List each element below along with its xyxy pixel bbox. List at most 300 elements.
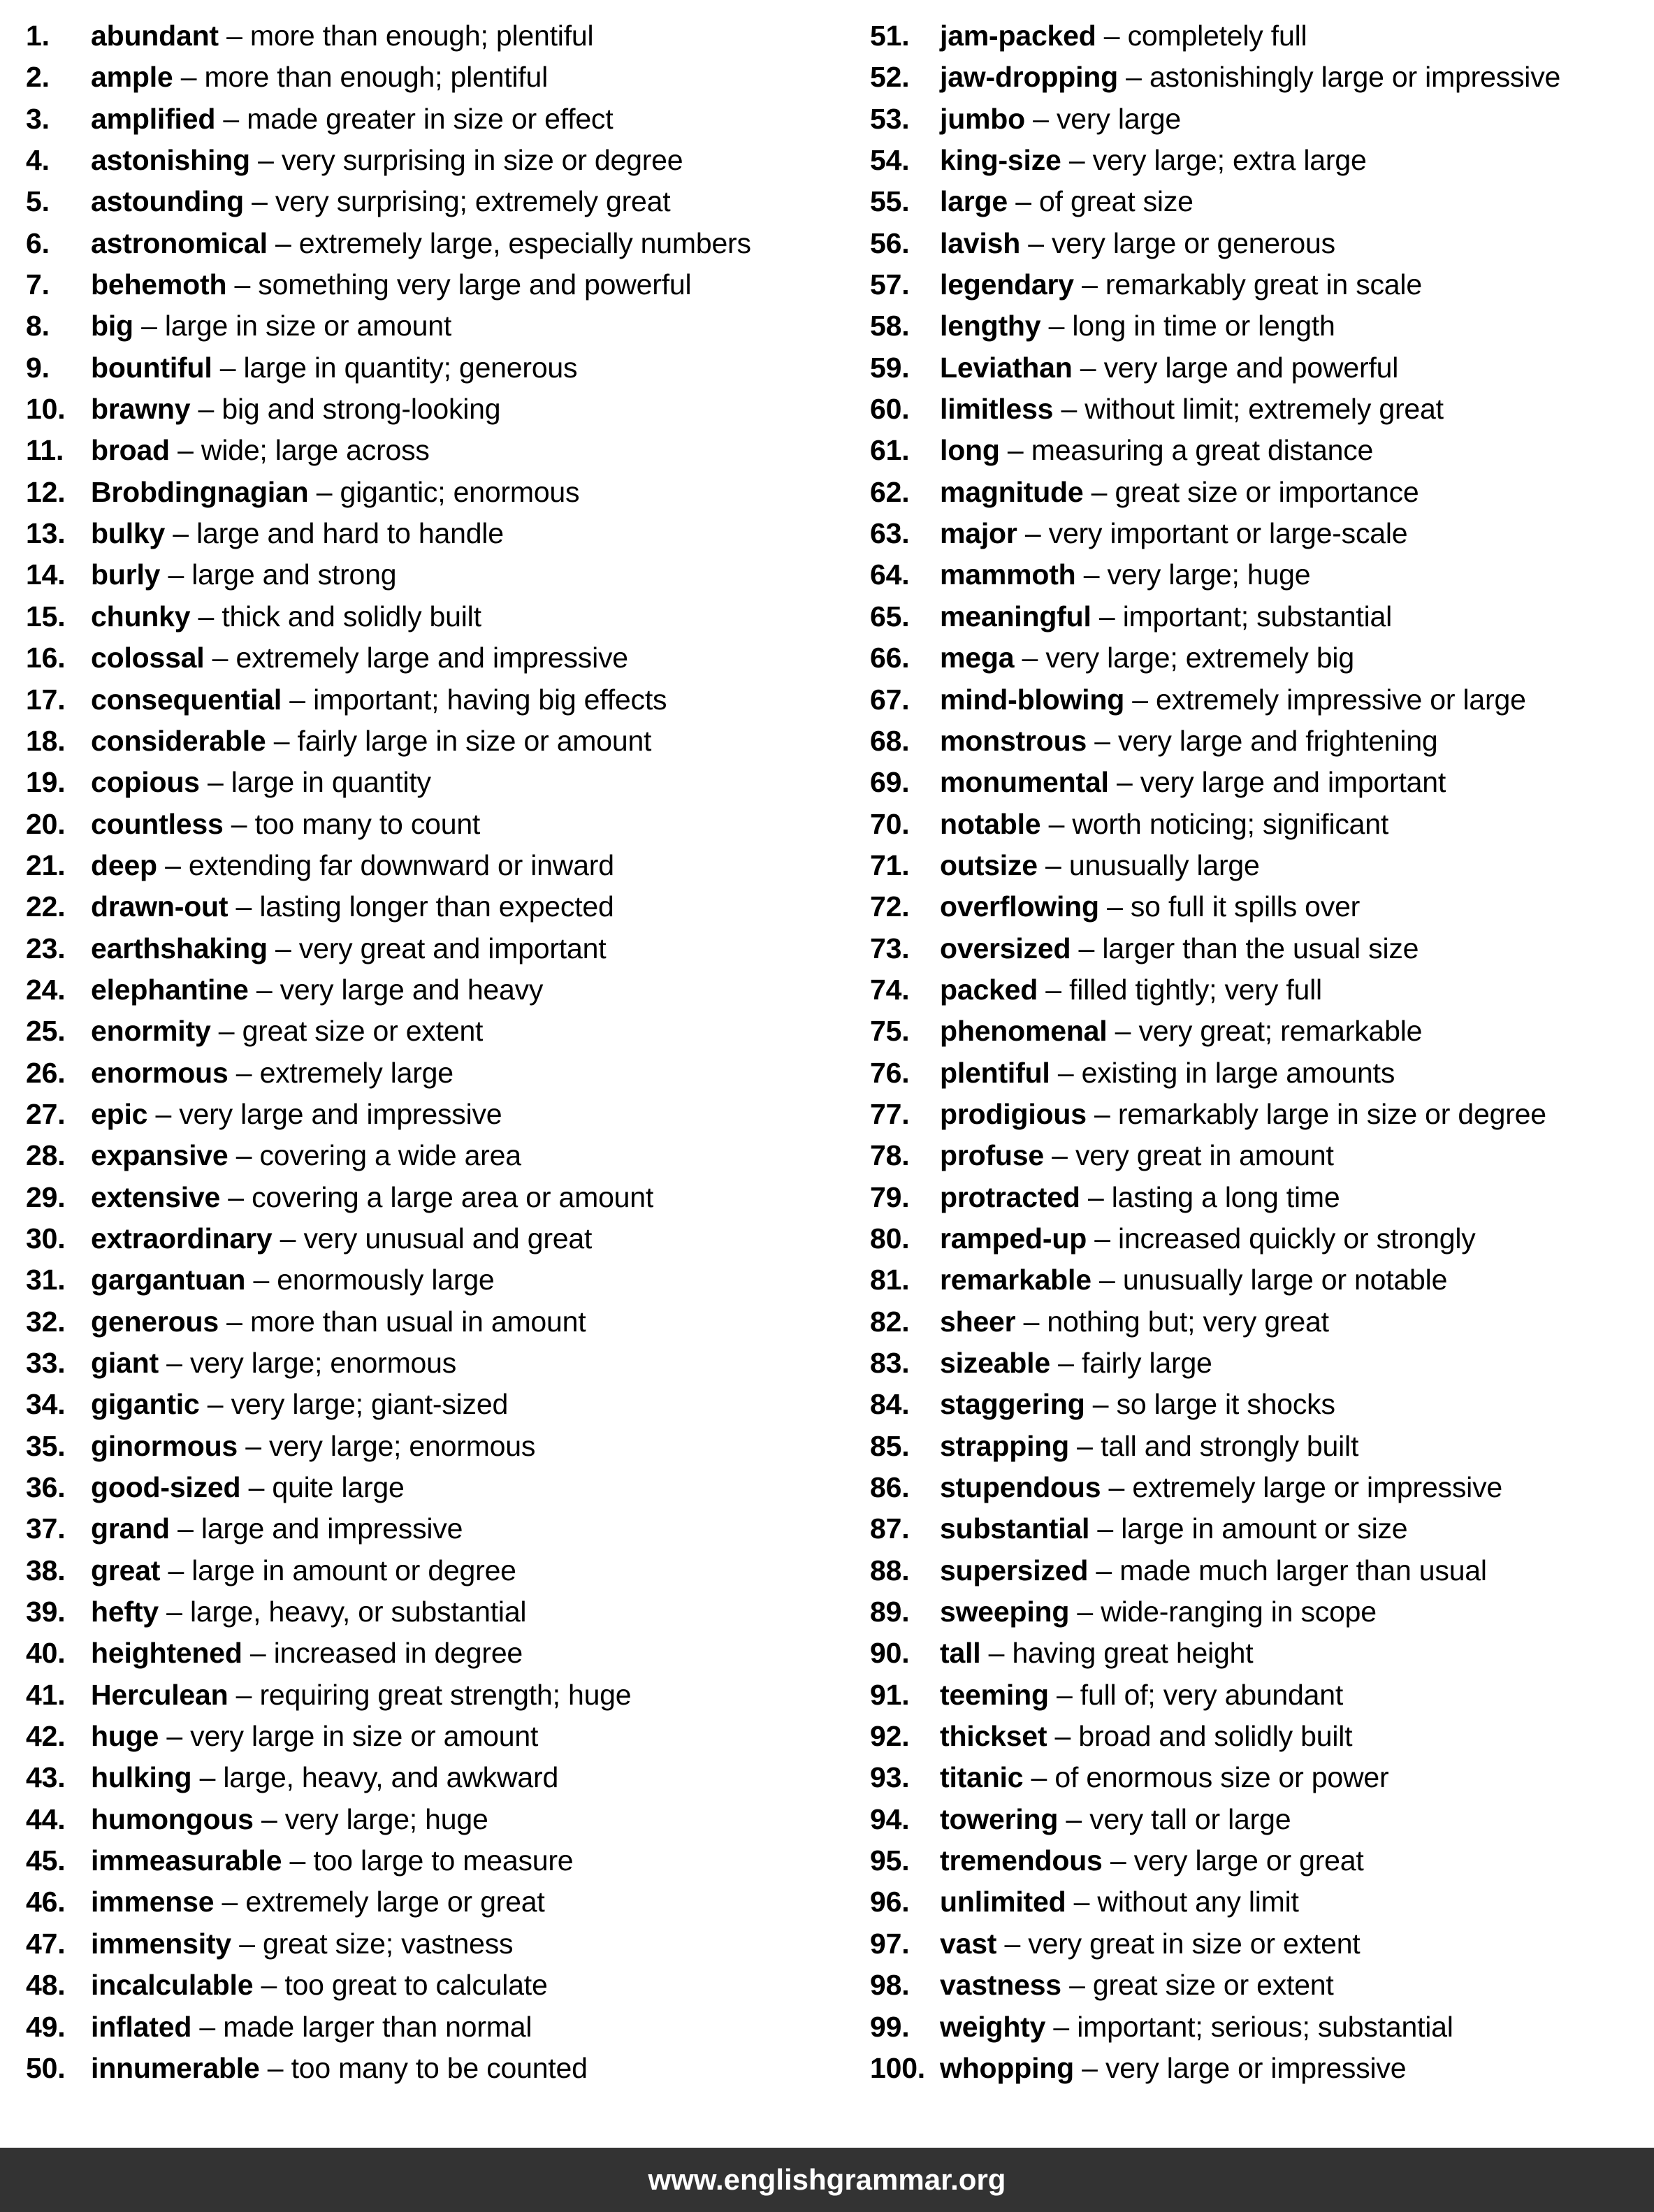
list-item (0, 721, 825, 762)
item-definition: large and hard to handle (196, 517, 504, 550)
list-item (825, 1965, 1654, 2006)
list-item (825, 554, 1654, 595)
item-definition: lasting a long time (1111, 1180, 1340, 1213)
item-word: weighty (940, 2010, 1046, 2043)
item-number: 30. (26, 1222, 66, 1255)
item-text (91, 886, 614, 927)
list-item (0, 1633, 825, 1674)
item-definition: large, heavy, and awkward (223, 1761, 559, 1794)
item-definition: big and strong-looking (222, 393, 501, 426)
list-item (825, 181, 1654, 222)
list-item (0, 1053, 825, 1094)
item-definition: extending far downward or inward (188, 848, 614, 881)
item-definition: wide; large across (201, 434, 430, 467)
list-item (825, 1426, 1654, 1467)
item-word: hulking (91, 1761, 192, 1794)
list-item (0, 1508, 825, 1549)
item-definition: very large or generous (1052, 226, 1335, 259)
item-word: bulky (91, 517, 166, 550)
list-item (0, 1716, 825, 1757)
item-definition: extremely large (259, 1056, 454, 1089)
item-number: 61. (870, 434, 910, 467)
item-definition: existing in large amounts (1081, 1056, 1395, 1089)
list-item (825, 223, 1654, 264)
item-definition: very large or impressive (1105, 2051, 1407, 2084)
item-text (940, 928, 1419, 969)
list-item (0, 2048, 825, 2089)
item-definition: made much larger than usual (1119, 1554, 1487, 1586)
item-text (91, 1799, 488, 1840)
item-text (91, 1259, 495, 1301)
item-separator: – (214, 1886, 246, 1918)
item-definition: large in size or amount (164, 310, 452, 342)
list-item (0, 472, 825, 513)
item-number: 9. (26, 351, 50, 384)
item-separator: – (191, 1761, 224, 1794)
item-separator: – (1073, 268, 1105, 301)
item-word: sweeping (940, 1596, 1070, 1628)
item-word: humongous (91, 1802, 254, 1835)
item-separator: – (173, 61, 205, 94)
item-text (91, 1301, 586, 1343)
item-definition: important; serious; substantial (1077, 2010, 1453, 2043)
item-word: limitless (940, 393, 1054, 426)
item-definition: extremely large or great (245, 1886, 545, 1918)
item-number: 46. (26, 1886, 66, 1918)
item-text (91, 969, 543, 1011)
item-number: 15. (26, 600, 66, 632)
item-word: oversized (940, 932, 1071, 964)
item-number: 33. (26, 1347, 66, 1379)
item-number: 35. (26, 1429, 66, 1462)
item-text (91, 1508, 463, 1549)
item-text (940, 15, 1307, 57)
item-text (940, 969, 1322, 1011)
item-text (91, 1177, 653, 1218)
item-separator: – (199, 766, 231, 799)
item-text (91, 1094, 502, 1135)
item-definition: very surprising; extremely great (275, 185, 671, 218)
list-item (0, 596, 825, 637)
list-item (825, 1550, 1654, 1591)
item-number: 88. (870, 1554, 910, 1586)
list-item (0, 762, 825, 803)
item-number: 69. (870, 766, 910, 799)
footer-url: www.englishgrammar.org (648, 2163, 1006, 2196)
list-item (0, 637, 825, 679)
list-item (825, 928, 1654, 969)
item-number: 7. (26, 268, 50, 301)
item-number: 23. (26, 932, 66, 964)
item-definition: without limit; extremely great (1084, 393, 1444, 426)
item-text (91, 1343, 456, 1384)
item-number: 87. (870, 1512, 910, 1545)
item-word: monstrous (940, 724, 1087, 757)
list-item (825, 15, 1654, 57)
item-definition: enormously large (277, 1264, 495, 1296)
item-separator: – (1061, 1969, 1093, 2002)
item-text (91, 305, 451, 347)
item-separator: – (1086, 1097, 1118, 1130)
list-item (825, 1716, 1654, 1757)
list-item (0, 1840, 825, 1881)
item-word: broad (91, 434, 170, 467)
item-word: titanic (940, 1761, 1024, 1794)
item-text (940, 1508, 1407, 1549)
item-definition: important; having big effects (313, 683, 667, 716)
item-text (91, 637, 628, 679)
item-word: vast (940, 1927, 997, 1960)
item-definition: made larger than normal (223, 2010, 532, 2043)
item-number: 58. (870, 310, 910, 342)
item-text (940, 305, 1335, 347)
item-number: 65. (870, 600, 910, 632)
item-definition: very surprising in size or degree (281, 144, 683, 177)
item-word: great (91, 1554, 161, 1586)
item-separator: – (267, 932, 299, 964)
item-definition: so large it shocks (1116, 1388, 1335, 1421)
item-text (91, 1840, 573, 1881)
item-definition: covering a large area or amount (252, 1180, 654, 1213)
item-number: 37. (26, 1512, 66, 1545)
item-number: 56. (870, 226, 910, 259)
item-number: 85. (870, 1429, 910, 1462)
item-definition: great size or importance (1115, 475, 1419, 508)
item-text (940, 845, 1260, 886)
list-item (0, 99, 825, 140)
item-definition: unusually large or notable (1122, 1264, 1448, 1296)
item-text (91, 513, 504, 554)
item-text (940, 1716, 1352, 1757)
item-text (940, 1094, 1546, 1135)
item-number: 81. (870, 1264, 910, 1296)
item-number: 86. (870, 1471, 910, 1504)
list-item (0, 1965, 825, 2006)
item-word: gargantuan (91, 1264, 246, 1296)
item-number: 43. (26, 1761, 66, 1794)
item-text (91, 1965, 548, 2006)
item-word: thickset (940, 1720, 1047, 1753)
item-number: 68. (870, 724, 910, 757)
item-number: 54. (870, 144, 910, 177)
item-word: unlimited (940, 1886, 1066, 1918)
item-separator: – (228, 1056, 260, 1089)
list-item (0, 264, 825, 305)
item-separator: – (1080, 1180, 1112, 1213)
item-separator: – (1101, 1471, 1133, 1504)
list-item (0, 305, 825, 347)
list-item (0, 2007, 825, 2048)
item-number: 97. (870, 1927, 910, 1960)
item-number: 94. (870, 1802, 910, 1835)
item-definition: very large; extra large (1092, 144, 1367, 177)
item-word: ramped-up (940, 1222, 1087, 1255)
list-item (0, 513, 825, 554)
item-word: packed (940, 973, 1038, 1006)
item-text (91, 181, 670, 222)
item-word: ginormous (91, 1429, 238, 1462)
item-word: deep (91, 848, 157, 881)
list-item (825, 845, 1654, 886)
item-text (940, 264, 1422, 305)
item-definition: very large and impressive (179, 1097, 502, 1130)
list-item (825, 140, 1654, 181)
item-text (940, 886, 1360, 927)
list-item (825, 596, 1654, 637)
item-word: king-size (940, 144, 1061, 177)
item-word: supersized (940, 1554, 1089, 1586)
list-item (825, 1633, 1654, 1674)
item-definition: of great size (1039, 185, 1194, 218)
item-word: countless (91, 807, 224, 840)
item-separator: – (1014, 642, 1046, 674)
item-definition: very large; enormous (189, 1347, 457, 1379)
item-separator: – (169, 434, 201, 467)
item-word: elephantine (91, 973, 249, 1006)
item-text (940, 1757, 1388, 1798)
list-item (825, 305, 1654, 347)
item-separator: – (238, 1429, 270, 1462)
item-separator: – (1117, 61, 1149, 94)
item-number: 60. (870, 393, 910, 426)
item-text (940, 596, 1392, 637)
item-text (91, 347, 577, 389)
item-number: 84. (870, 1388, 910, 1421)
list-item (0, 15, 825, 57)
item-separator: – (282, 683, 314, 716)
item-text (940, 223, 1335, 264)
item-definition: very great; remarkable (1138, 1015, 1423, 1048)
item-text (940, 1840, 1364, 1881)
item-definition: without any limit (1097, 1886, 1299, 1918)
list-item (825, 1923, 1654, 1965)
item-separator: – (1020, 226, 1052, 259)
item-text (91, 1426, 535, 1467)
item-definition: very large and heavy (280, 973, 544, 1006)
item-definition: increased in degree (273, 1637, 523, 1670)
item-separator: – (266, 724, 298, 757)
item-separator: – (190, 393, 222, 426)
item-text (940, 1881, 1299, 1923)
list-item (825, 1218, 1654, 1259)
item-definition: extremely large and impressive (235, 642, 628, 674)
item-definition: very large; giant-sized (231, 1388, 509, 1421)
item-text (91, 1881, 545, 1923)
item-word: tall (940, 1637, 981, 1670)
list-item (0, 1301, 825, 1343)
item-text (940, 1135, 1334, 1176)
item-definition: great size; vastness (263, 1927, 514, 1960)
list-item (0, 1218, 825, 1259)
item-separator: – (158, 1347, 190, 1379)
item-word: lavish (940, 226, 1021, 259)
item-number: 64. (870, 558, 910, 591)
item-text (940, 1550, 1487, 1591)
list-item (0, 1923, 825, 1965)
item-separator: – (1037, 848, 1069, 881)
item-word: towering (940, 1802, 1059, 1835)
item-number: 6. (26, 226, 50, 259)
item-text (91, 223, 751, 264)
item-definition: very great in amount (1075, 1139, 1334, 1172)
item-separator: – (1073, 2051, 1105, 2084)
item-definition: too large to measure (313, 1844, 574, 1877)
list-item (825, 430, 1654, 471)
item-definition: long in time or length (1072, 310, 1335, 342)
list-item (825, 1799, 1654, 1840)
item-word: extensive (91, 1180, 221, 1213)
item-text (940, 2048, 1406, 2089)
item-word: expansive (91, 1139, 228, 1172)
item-separator: – (308, 475, 340, 508)
item-number: 40. (26, 1637, 66, 1670)
item-word: substantial (940, 1512, 1090, 1545)
item-definition: very large; huge (284, 1802, 488, 1835)
item-word: legendary (940, 268, 1074, 301)
item-word: giant (91, 1347, 159, 1379)
list-item (0, 389, 825, 430)
item-definition: too many to count (254, 807, 481, 840)
item-word: mega (940, 642, 1015, 674)
item-text (940, 430, 1373, 471)
item-text (91, 2007, 532, 2048)
item-text (91, 99, 613, 140)
item-word: jaw-dropping (940, 61, 1118, 94)
list-item (0, 1550, 825, 1591)
item-separator: – (267, 226, 299, 259)
item-separator: – (1072, 351, 1104, 384)
item-word: jam-packed (940, 20, 1096, 52)
list-item (0, 886, 825, 927)
item-number: 51. (870, 20, 910, 52)
item-definition: very large in size or amount (190, 1720, 539, 1753)
list-item (0, 928, 825, 969)
item-text (940, 140, 1367, 181)
item-word: prodigious (940, 1097, 1087, 1130)
item-text (940, 181, 1194, 222)
item-text (91, 596, 481, 637)
item-separator: – (1091, 1264, 1123, 1296)
item-number: 29. (26, 1180, 66, 1213)
item-separator: – (169, 1512, 201, 1545)
item-separator: – (259, 2051, 291, 2084)
item-separator: – (1107, 1015, 1139, 1048)
item-number: 45. (26, 1844, 66, 1877)
list-item (0, 1384, 825, 1425)
item-number: 1. (26, 20, 50, 52)
item-text (940, 1799, 1291, 1840)
item-definition: more than enough; plentiful (249, 20, 594, 52)
item-number: 72. (870, 890, 910, 923)
item-number: 53. (870, 102, 910, 135)
list-item (825, 57, 1654, 98)
item-definition: astonishingly large or impressive (1149, 61, 1561, 94)
item-word: plentiful (940, 1056, 1050, 1089)
item-number: 96. (870, 1886, 910, 1918)
item-separator: – (1091, 600, 1123, 632)
item-separator: – (242, 1637, 274, 1670)
item-word: staggering (940, 1388, 1085, 1421)
item-definition: large in quantity (231, 766, 431, 799)
item-separator: – (210, 1015, 242, 1048)
item-word: teeming (940, 1678, 1049, 1711)
footer-bar (0, 2148, 1654, 2212)
item-word: strapping (940, 1429, 1069, 1462)
item-number: 90. (870, 1637, 910, 1670)
item-word: lengthy (940, 310, 1041, 342)
item-definition: very unusual and great (303, 1222, 593, 1255)
item-word: consequential (91, 683, 282, 716)
word-list (0, 15, 1654, 2105)
item-definition: something very large and powerful (258, 268, 692, 301)
item-separator: – (272, 1222, 304, 1255)
item-text (940, 1301, 1329, 1343)
item-word: tremendous (940, 1844, 1103, 1877)
list-item (825, 1135, 1654, 1176)
item-definition: large, heavy, or substantial (189, 1596, 527, 1628)
item-separator: – (215, 102, 247, 135)
item-separator: – (223, 807, 255, 840)
item-word: large (940, 185, 1008, 218)
list-item (0, 969, 825, 1011)
item-text (91, 928, 606, 969)
item-separator: – (1071, 932, 1103, 964)
item-word: monumental (940, 766, 1109, 799)
item-word: outsize (940, 848, 1038, 881)
list-item (825, 2007, 1654, 2048)
list-item (0, 679, 825, 721)
item-definition: fairly large in size or amount (297, 724, 652, 757)
item-number: 75. (870, 1015, 910, 1048)
list-item (825, 637, 1654, 679)
item-text (940, 2007, 1453, 2048)
list-item (0, 1757, 825, 1798)
item-separator: – (253, 1802, 285, 1835)
item-separator: – (1087, 1222, 1119, 1255)
item-word: immensity (91, 1927, 231, 1960)
item-word: big (91, 310, 133, 342)
item-text (91, 1384, 508, 1425)
list-item (0, 1799, 825, 1840)
item-word: hefty (91, 1596, 159, 1628)
item-separator: – (1015, 1305, 1047, 1338)
item-separator: – (204, 642, 236, 674)
item-definition: too great to calculate (284, 1969, 548, 2002)
item-text (91, 140, 683, 181)
item-number: 77. (870, 1097, 910, 1130)
item-text (91, 15, 593, 57)
item-number: 14. (26, 558, 66, 591)
item-number: 95. (870, 1844, 910, 1877)
item-word: inflated (91, 2010, 192, 2043)
item-text (940, 1591, 1377, 1633)
item-separator: – (1045, 2010, 1078, 2043)
item-separator: – (1008, 185, 1039, 218)
item-text (940, 472, 1419, 513)
item-separator: – (249, 144, 282, 177)
list-item (0, 223, 825, 264)
item-definition: fairly large (1081, 1347, 1212, 1379)
item-definition: quite large (272, 1471, 405, 1504)
item-text (91, 389, 500, 430)
item-word: overflowing (940, 890, 1099, 923)
item-definition: very great and important (298, 932, 607, 964)
item-separator: – (1023, 1761, 1055, 1794)
list-item (825, 264, 1654, 305)
item-number: 59. (870, 351, 910, 384)
item-word: heightened (91, 1637, 242, 1670)
item-separator: – (248, 973, 280, 1006)
